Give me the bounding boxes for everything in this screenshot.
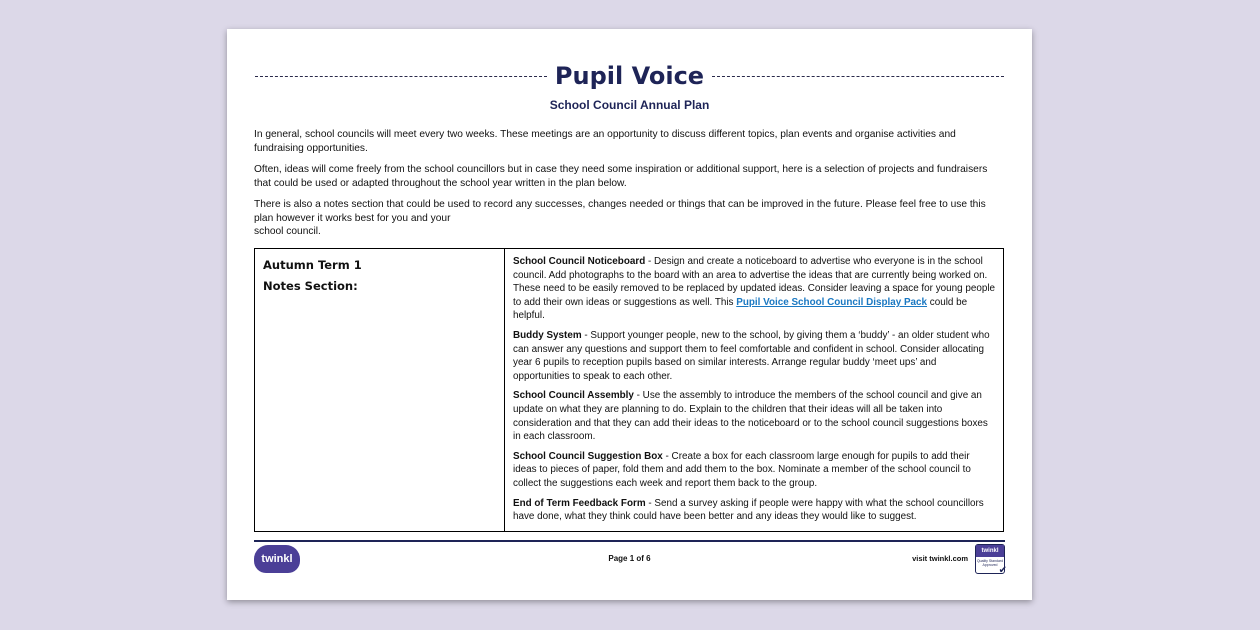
idea-item xyxy=(513,389,995,443)
idea-text: - Send a survey asking if people were happy with what the school councillors have done, what they think could have been better and any ideas they would like to suggest. xyxy=(513,497,984,523)
term-column xyxy=(255,249,505,531)
idea-text-after: could be helpful. xyxy=(513,296,968,322)
page-number: Page 1 of 6 xyxy=(608,554,651,563)
page-title: Pupil Voice xyxy=(554,62,705,90)
intro-paragraph-1: In general, school councils will meet every two weeks. These meetings are an opportunity to discuss different topics, plan events and organise activities and fundraising opportunities. xyxy=(254,129,956,154)
plan-table xyxy=(254,248,1004,532)
idea-text: - Support younger people, new to the school, by giving them a ‘buddy’ - an older student who can answer any questions and support them to feel comfortable and confident in school. Consider allocating year 6 pupils to reception pupils based on similar interests. Arrange regular buddy ‘meet ups’ and opportunities to speak to each other. xyxy=(513,329,990,382)
intro-paragraph-3-tail: school council. xyxy=(254,226,321,237)
intro-paragraph-2: Often, ideas will come freely from the school councillors but in case they need some inspiration or additional support, here is a selection of projects and fundraisers that could be used or adapted throughout the school year written in the plan below. xyxy=(254,164,988,189)
badge-title: twinkl xyxy=(976,545,1004,557)
title-divider-right xyxy=(712,76,1004,77)
intro-paragraph-3-text: There is also a notes section that could be used to record any successes, changes needed or things that can be improved in the future. Please feel free to use this plan however it works best for you and your xyxy=(254,199,986,224)
notes-section-label: Notes Section: xyxy=(263,279,358,293)
idea-text: - Create a box for each classroom large enough for pupils to add their ideas to pieces of paper, fold them and add them to the box. Nominate a member of the school council to collect the suggestions each week and report them back to the group. xyxy=(513,450,971,489)
idea-text: - Design and create a noticeboard to advertise who everyone is in the school council. Add photographs to the board with an area to advertise the ideas that are currently being worked on. These need to be easily removed to be replaced by updated ideas. Consider leaving a space for young people to add their own ideas or suggestions as well. This xyxy=(513,256,995,308)
idea-text: - Use the assembly to introduce the members of the school council and give an update on what they are planning to do. Explain to the children that their ideas will all be taken into consideration and that they can add their ideas to the noticeboard or to the school council suggestions boxes in each classroom. xyxy=(513,390,988,443)
ideas-column xyxy=(505,249,1003,531)
visit-link[interactable]: visit twinkl.com xyxy=(912,554,968,563)
idea-heading: Buddy System xyxy=(513,329,582,341)
badge-text: Quality Standard Approved xyxy=(976,559,1004,567)
footer-divider xyxy=(254,540,1005,542)
title-row xyxy=(255,59,1004,93)
quality-badge-icon xyxy=(975,544,1005,574)
display-pack-link[interactable]: Pupil Voice School Council Display Pack xyxy=(736,296,928,308)
idea-item xyxy=(513,497,995,524)
idea-heading: School Council Noticeboard xyxy=(513,256,646,267)
idea-item xyxy=(513,329,995,383)
idea-heading: School Council Suggestion Box xyxy=(513,450,663,462)
idea-item xyxy=(513,450,995,491)
idea-item xyxy=(513,255,995,323)
intro-text xyxy=(254,128,994,247)
idea-heading: End of Term Feedback Form xyxy=(513,497,646,509)
twinkl-logo[interactable]: twinkl xyxy=(254,545,300,573)
title-divider-left xyxy=(255,76,547,77)
document-page xyxy=(227,29,1032,600)
checkmark-icon: ✔ xyxy=(998,565,1007,576)
term-label: Autumn Term 1 xyxy=(263,258,362,272)
intro-paragraph-3 xyxy=(254,198,994,239)
page-subtitle: School Council Annual Plan xyxy=(549,98,710,112)
idea-heading: School Council Assembly xyxy=(513,390,634,402)
